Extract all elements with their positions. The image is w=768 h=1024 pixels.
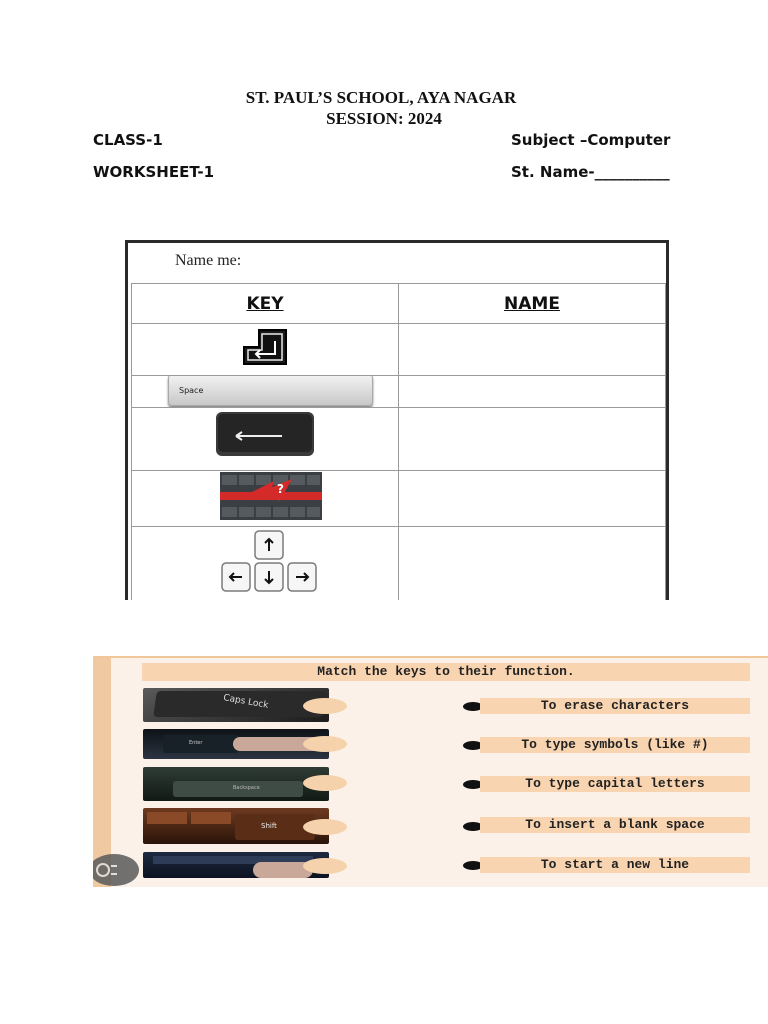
match-point[interactable] [303, 819, 347, 835]
enter-key-icon [132, 324, 398, 370]
name-answer-cell[interactable] [399, 408, 666, 471]
decorative-strip [93, 658, 111, 887]
student-name-label: St. Name-__________ [511, 163, 670, 181]
enter-key-photo [143, 729, 329, 759]
class-label: CLASS-1 [93, 131, 163, 149]
name-answer-cell[interactable] [399, 324, 666, 376]
school-name: ST. PAUL’S SCHOOL, AYA NAGAR [245, 88, 517, 107]
arrow-keys-icon [132, 527, 398, 595]
name-column-header: NAME [399, 284, 666, 324]
key-photo-label: Enter [189, 740, 203, 746]
key-column-header: KEY [132, 284, 399, 324]
function-label: To start a new line [480, 857, 750, 873]
function-label: To type capital letters [480, 776, 750, 792]
key-cell [132, 324, 399, 376]
match-point[interactable] [303, 736, 347, 752]
svg-text:?: ? [277, 482, 284, 496]
match-exercise [93, 656, 768, 887]
match-point[interactable] [303, 775, 347, 791]
key-cell [132, 408, 399, 471]
backspace-key-icon [132, 408, 398, 465]
lens-icon[interactable] [93, 854, 139, 886]
shift-key-photo [143, 808, 329, 844]
key-cell [132, 376, 399, 408]
match-point[interactable] [303, 858, 347, 874]
key-photo-label: Caps Lock [222, 693, 270, 711]
key-photo-label: Backspace [233, 785, 260, 791]
name-answer-cell[interactable] [399, 376, 666, 408]
space-bar-key-photo [143, 852, 329, 878]
backspace-key-photo [143, 767, 329, 801]
function-label: To erase characters [480, 698, 750, 714]
key-photo-label: Shift [261, 822, 277, 830]
name-me-table [131, 283, 666, 600]
key-cell [132, 527, 399, 601]
name-me-title: Name me: [175, 252, 242, 269]
match-point[interactable] [303, 698, 347, 714]
subject-label: Subject –Computer [511, 131, 671, 149]
match-title: Match the keys to their function. [142, 663, 750, 681]
name-me-worksheet [93, 222, 673, 600]
spacebar-key-icon [168, 376, 373, 407]
worksheet-label: WORKSHEET-1 [93, 163, 215, 181]
shift-key-icon [132, 471, 398, 521]
key-cell [132, 471, 399, 527]
name-answer-cell[interactable] [399, 471, 666, 527]
function-label: To insert a blank space [480, 817, 750, 833]
caps-lock-key-photo [143, 688, 329, 722]
function-label: To type symbols (like #) [480, 737, 750, 753]
name-answer-cell[interactable] [399, 527, 666, 601]
space-key-label: Space [179, 386, 204, 395]
session-label: SESSION: 2024 [326, 109, 442, 128]
